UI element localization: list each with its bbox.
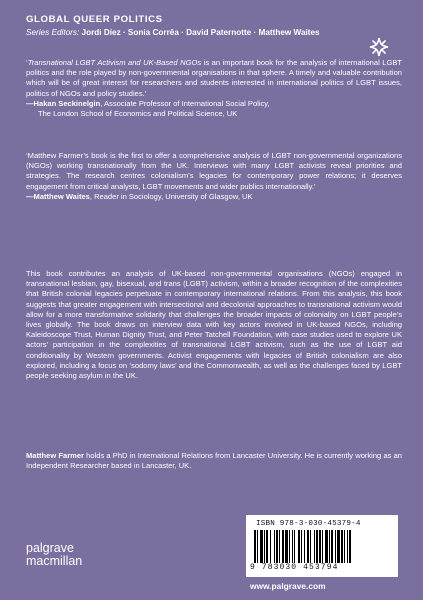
author-bio-text: holds a PhD in International Relations from Lancaster University. He is currently working as an Independent Researcher based in Lancaster, UK. xyxy=(26,451,403,471)
quoted-book-title: Transnational LGBT Activism and UK-Based NGOs xyxy=(27,58,202,67)
publisher-name-line2: macmillan xyxy=(26,554,83,568)
publisher-logo xyxy=(26,542,82,568)
barcode-box xyxy=(246,515,398,577)
publisher-url: www.palgrave.com xyxy=(250,581,326,591)
book-description: This book contributes an analysis of UK-based non-governmental organisations (NGOs) engaged in transnational lesbian, gay, bisexual, and trans (LGBT) activism, within a broader recognition of the complexities that British colonial legacies perpetuate in contemporary international relations. From this analysis, this book suggests that greater engagement with intersectional and decolonial approaches to transnational activism would allow for a more transformative solidarity that challenges the broader impacts of coloniality on LGBT people’s lives globally. The book draws on interview data with key actors involved in UK-based NGOs, including Kaleidoscope Trust, Human Dignity Trust, and Peter Tatchell Foundation, with case studies used to explore UK actors’ participation in the complexities of transnational LGBT activism, such as the use of LGBT aid conditionality by Western governments. Activist engagements with legacies of British colonialism are also explored, including a focus on ‘sodomy laws’ and the Commonwealth, as well as the challenges faced by LGBT people seeking asylum in the UK. xyxy=(26,269,402,381)
quote-open-mark: ‘ xyxy=(26,58,28,67)
series-editors-names: Jordi Díez · Sonia Corrêa · David Paternotte · Matthew Waites xyxy=(81,28,320,37)
review-1 xyxy=(26,58,402,119)
barcode-digits: 9 783030 453794 xyxy=(250,563,339,572)
series-editors-label: Series Editors: xyxy=(26,28,80,37)
quote-text: is an important book for the analysis of international LGBT politics and the role played by non-governmental organisations in that sphere. A timely and valuable contribution which will be of great interest for researchers and students interested in international politics of LGBT issues, politics of NGOs and policy studies.’ xyxy=(26,58,403,98)
palgrave-star-icon xyxy=(368,36,390,58)
isbn-label: ISBN 978-3-030-45379-4 xyxy=(256,520,361,528)
publisher-name-line1: palgrave xyxy=(26,541,74,555)
series-editors xyxy=(26,28,320,37)
author-bio xyxy=(26,451,402,471)
review-attribution xyxy=(26,99,402,109)
author-name: Matthew Farmer xyxy=(26,451,84,460)
reviewer-role: , Reader in Sociology, University of Glasgow, UK xyxy=(89,191,253,201)
reviewer-name: —Hakan Seckinelgin xyxy=(26,98,101,108)
review-attribution xyxy=(26,192,402,202)
series-title: GLOBAL QUEER POLITICS xyxy=(26,14,163,25)
review-quote: ‘Matthew Farmer’s book is the first to offer a comprehensive analysis of LGBT non-governmental organizations (NGOs) working transnationally from the UK. Interviews with many LGBT activists reveal priorities and strategies. The research centres colonialism’s legacies for contemporary power relations; it deserves engagement from critical analysts, LGBT movements and wider publics internationally.’ xyxy=(26,151,402,191)
review-2 xyxy=(26,151,402,202)
reviewer-name: —Matthew Waites xyxy=(26,191,90,201)
reviewer-role: , Associate Professor of International Social Policy, xyxy=(100,98,270,108)
reviewer-affiliation: The London School of Economics and Political Science, UK xyxy=(38,109,238,119)
barcode-icon xyxy=(254,530,390,563)
review-quote xyxy=(26,58,402,99)
